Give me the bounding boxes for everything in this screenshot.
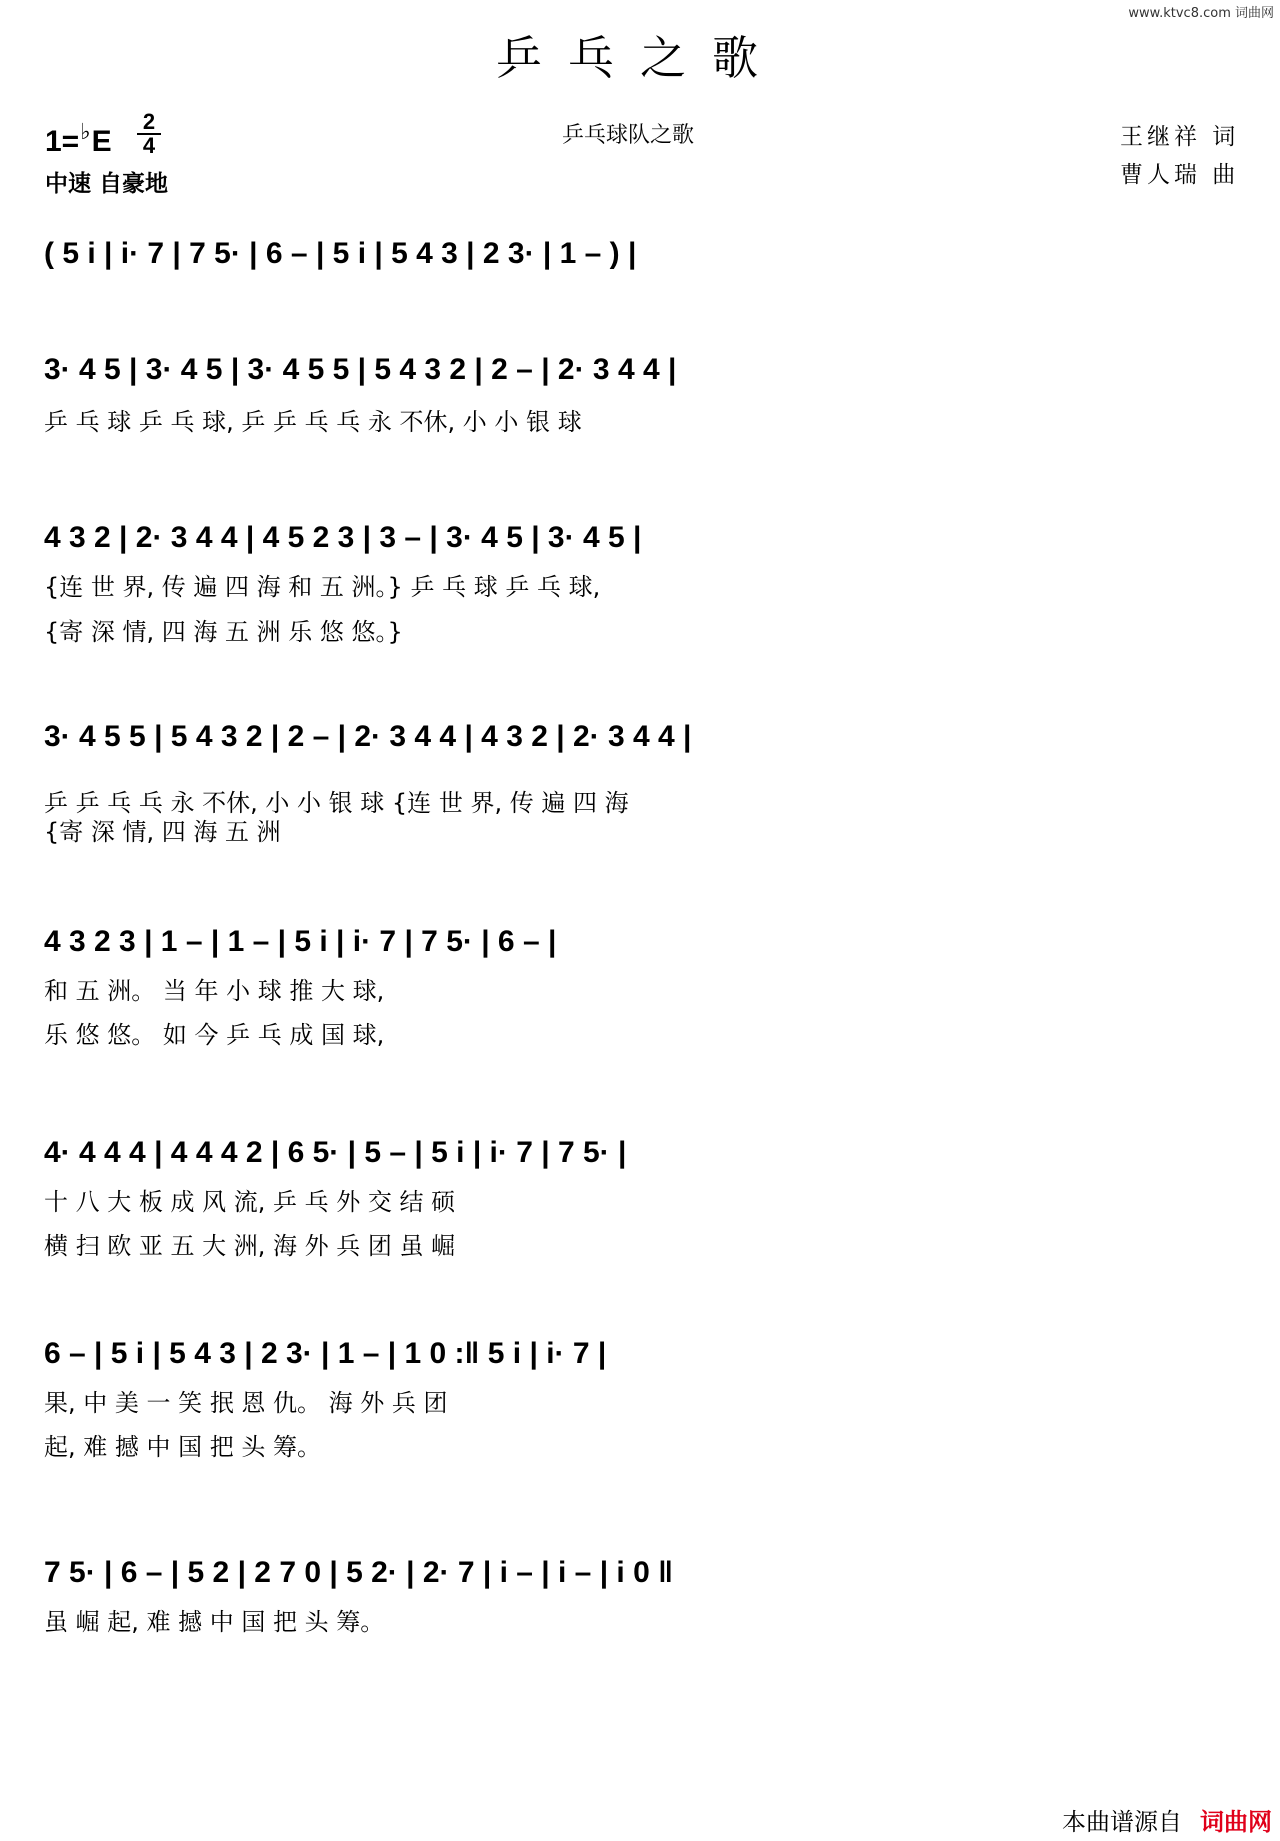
lyrics-line-6b: 横 扫 欧 亚 五 大 洲, 海 外 兵 团 虽 崛 [44, 1232, 456, 1260]
notation-line-8: 7 5· | 6 – | 5 2 | 2 7 0 | 5 2· | 2· 7 | i – | i – | i 0 ‖ [44, 1556, 674, 1589]
notation-line-7: 6 – | 5 i | 5 4 3 | 2 3· | 1 – | 1 0 :‖ 5 i | i· 7 | [44, 1337, 607, 1370]
notation-line-6: 4· 4 4 4 | 4 4 4 2 | 6 5· | 5 – | 5 i | i· 7 | 7 5· | [44, 1136, 627, 1169]
site-url[interactable]: www.ktvc8.com 词曲网 [1128, 6, 1274, 21]
notation-line-3: 4 3 2 | 2· 3 4 4 | 4 5 2 3 | 3 – | 3· 4 5 | 3· 4 5 | [44, 521, 642, 554]
time-bottom: 4 [142, 133, 156, 158]
notation-line-5: 4 3 2 3 | 1 – | 1 – | 5 i | i· 7 | 7 5· | 6 – | [44, 925, 557, 958]
time-top: 2 [142, 109, 156, 134]
lyrics-line-7a: 果, 中 美 一 笑 抿 恩 仇。 海 外 兵 团 [44, 1389, 448, 1417]
lyrics-line-4b: {寄 深 情, 四 海 五 洲 [44, 818, 281, 846]
key-note: E [91, 125, 112, 158]
lyrics-line-6a: 十 八 大 板 成 风 流, 乒 乓 外 交 结 硕 [44, 1188, 456, 1216]
lyrics-line-5b: 乐 悠 悠。 如 今 乒 乓 成 国 球, [44, 1021, 385, 1049]
lyrics-line-3b: {寄 深 情, 四 海 五 洲 乐 悠 悠。} [44, 618, 403, 646]
lyrics-line-5a: 和 五 洲。 当 年 小 球 推 大 球, [44, 977, 385, 1005]
lyrics-line-8a: 虽 崛 起, 难 撼 中 国 把 头 筹。 [44, 1608, 385, 1636]
key-signature [45, 120, 112, 159]
time-signature [137, 109, 161, 158]
lyrics-line-7b: 起, 难 撼 中 国 把 头 筹。 [44, 1433, 322, 1461]
lyrics-line-4a: 乒 乒 乓 乓 永 不休, 小 小 银 球 {连 世 界, 传 遍 四 海 [44, 789, 629, 817]
notation-line-2: 3· 4 5 | 3· 4 5 | 3· 4 5 5 | 5 4 3 2 | 2 – | 2· 3 4 4 | [44, 353, 677, 386]
notation-line-1: ( 5 i | i· 7 | 7 5· | 6 – | 5 i | 5 4 3 | 2 3· | 1 – ) | [44, 237, 637, 270]
subtitle: 乒乓球队之歌 [562, 123, 695, 148]
key-prefix: 1= [45, 125, 80, 158]
footer-brand-link[interactable]: 词曲网 [1200, 1808, 1272, 1836]
notation-line-4: 3· 4 5 5 | 5 4 3 2 | 2 – | 2· 3 4 4 | 4 3 2 | 2· 3 4 4 | [44, 720, 692, 753]
flat-sign: ♭ [80, 120, 91, 145]
lyricist-credit: 王继祥 词 [1120, 124, 1240, 150]
song-title: 乒乓之歌 [496, 31, 784, 85]
source-footer [1062, 1802, 1272, 1837]
composer-credit: 曹人瑞 曲 [1120, 162, 1240, 188]
lyrics-line-3a: {连 世 界, 传 遍 四 海 和 五 洲。} 乒 乓 球 乒 乓 球, [44, 573, 601, 601]
tempo-marking: 中速 自豪地 [45, 171, 169, 197]
footer-source-text: 本曲谱源自 [1062, 1808, 1182, 1836]
lyrics-line-2a: 乒 乓 球 乒 乓 球, 乒 乒 乓 乓 永 不休, 小 小 银 球 [44, 408, 582, 436]
